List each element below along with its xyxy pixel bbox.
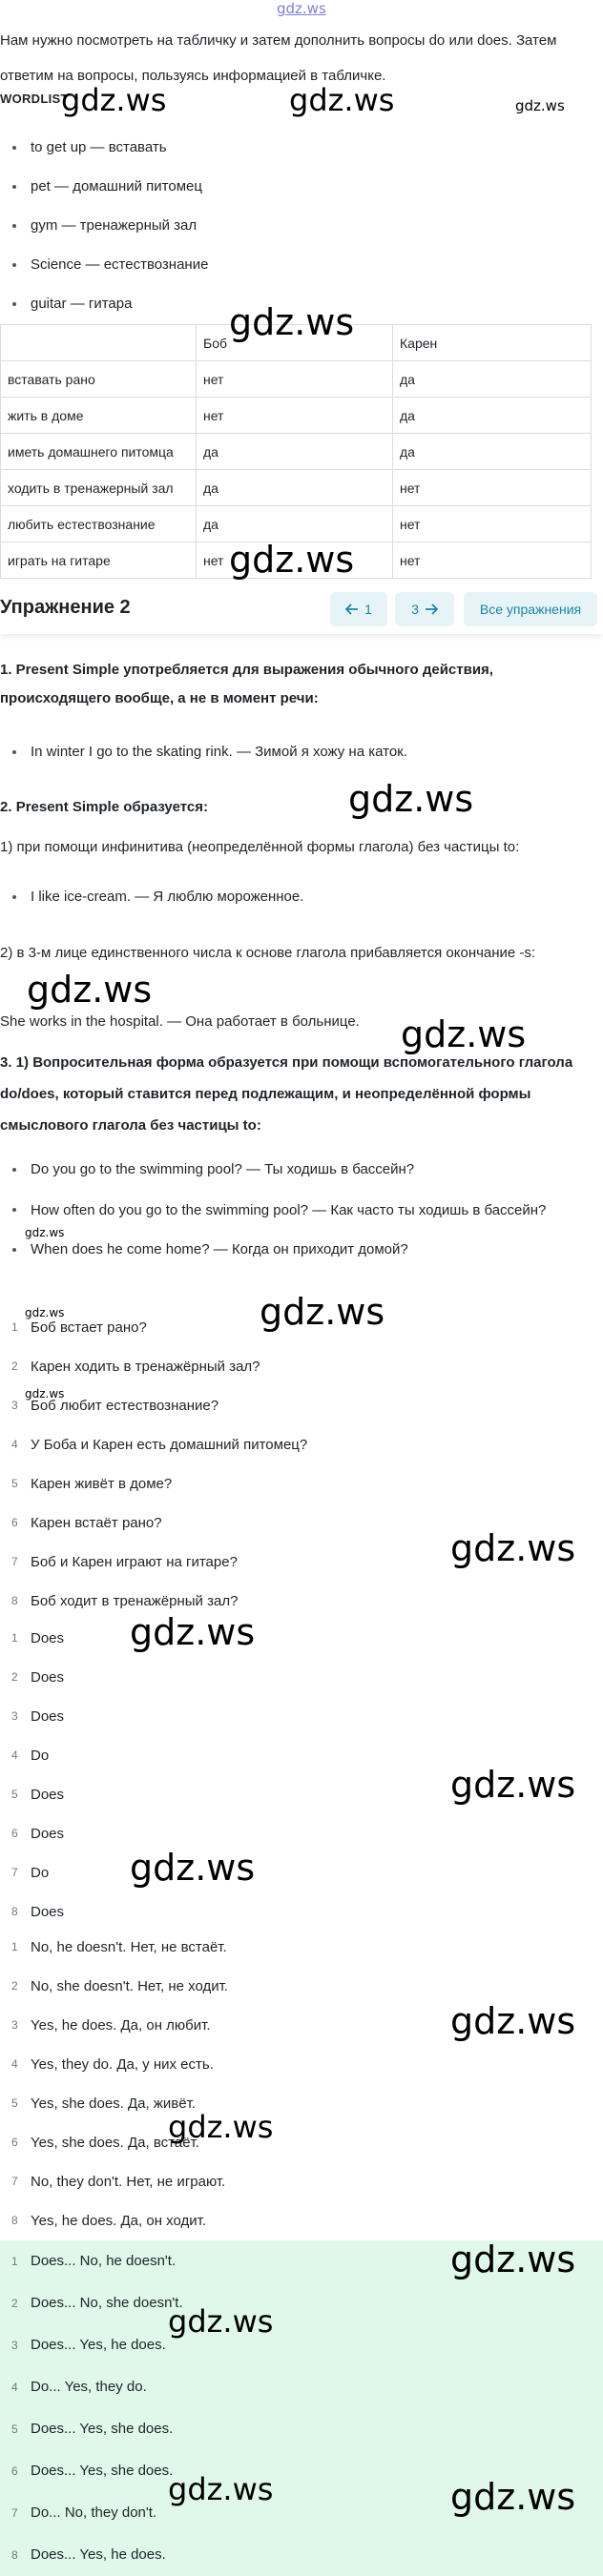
- watermark: gdz.ws: [515, 97, 565, 114]
- wordlist-label: WORDLIST: [0, 92, 69, 106]
- fill-text: Does: [31, 1826, 65, 1842]
- example-item: How often do you go to the swimming pool? — Как часто ты ходишь в бассейн?: [0, 1190, 572, 1230]
- table-cell: ходить в тренажерный зал: [1, 470, 197, 506]
- exercise-nav-bar: [0, 584, 603, 634]
- question-text: Боб встает рано?: [31, 1319, 147, 1336]
- watermark: gdz.ws: [277, 0, 326, 17]
- watermark: gdz.ws: [401, 1013, 527, 1055]
- table-cell: нет: [197, 398, 393, 434]
- table-cell: нет: [393, 470, 592, 506]
- table-cell: вставать рано: [1, 361, 197, 398]
- item-number: 7: [11, 2175, 18, 2188]
- theory-example-list: [0, 1150, 572, 1270]
- item-number: 3: [11, 2018, 18, 2032]
- item-number: 6: [11, 2464, 18, 2478]
- list-item: [0, 1928, 592, 1967]
- theory-paragraph-4: 2) в 3-м лице единственного числа к основе глагола прибавляется окончание -s:: [0, 945, 536, 961]
- item-number: 8: [11, 2214, 18, 2227]
- table-cell: нет: [197, 361, 393, 398]
- fill-text: Do: [31, 1748, 50, 1764]
- answer-text: Yes, they do. Да, у них есть.: [31, 2056, 214, 2073]
- item-number: 4: [11, 2057, 18, 2071]
- answer-text: No, he doesn't. Нет, не встаёт.: [31, 1939, 227, 1955]
- watermark: gdz.ws: [348, 778, 474, 820]
- watermark: gdz.ws: [168, 2109, 274, 2145]
- answer-text: Yes, she does. Да, живёт.: [31, 2096, 196, 2112]
- fill-text: Does: [31, 1787, 65, 1803]
- list-item: [0, 2282, 592, 2324]
- item-number: 5: [11, 2096, 18, 2110]
- item-number: 2: [11, 1360, 18, 1373]
- example-item: In winter I go to the skating rink. — Зимой я хожу на каток.: [0, 732, 592, 771]
- list-item: [0, 1582, 592, 1621]
- theory-paragraph-2: [0, 793, 592, 822]
- table-cell: Карен: [393, 325, 592, 361]
- item-number: 1: [11, 1940, 18, 1953]
- theory-paragraph-5: [0, 1047, 592, 1141]
- prev-exercise-label: 1: [364, 602, 372, 617]
- item-number: 3: [11, 2339, 18, 2352]
- answers-list: [0, 1928, 592, 2240]
- answer-text: No, she doesn't. Нет, не ходит.: [31, 1978, 228, 1994]
- item-number: 7: [11, 1866, 18, 1879]
- item-number: 2: [11, 1670, 18, 1684]
- list-item: [0, 1425, 592, 1464]
- table-cell: да: [197, 434, 393, 470]
- theory-example-list: [0, 732, 592, 771]
- list-item: [0, 2324, 592, 2366]
- item-number: 5: [11, 2423, 18, 2436]
- wordlist-item: gym — тренажерный зал: [0, 206, 572, 245]
- item-number: 2: [11, 2297, 18, 2310]
- question-text: Боб и Карен играют на гитаре?: [31, 1554, 238, 1570]
- theory-paragraph-1: 1. Present Simple употребляется для выражения обычного действия, происходящего вообще, а не в момент речи:: [0, 662, 493, 706]
- answer-text: Yes, he does. Да, он любит.: [31, 2017, 211, 2034]
- list-item: [0, 2162, 592, 2201]
- final-answers-list: [0, 2240, 592, 2576]
- wordlist-item: Science — естествознание: [0, 245, 572, 284]
- item-number: 7: [11, 1555, 18, 1568]
- fill-text: Does: [31, 1708, 65, 1725]
- intro-text: Нам нужно посмотреть на табличку и затем дополнить вопросы do или does. Затем ответим на вопросы, пользуясь информацией в табличке.: [0, 32, 557, 84]
- all-exercises-button[interactable]: Все упражнения: [464, 592, 597, 626]
- watermark: gdz.ws: [61, 82, 167, 118]
- final-answer-text: Does... Yes, she does.: [31, 2421, 174, 2437]
- table-cell: нет: [393, 506, 592, 542]
- item-number: 1: [11, 2255, 18, 2268]
- list-item: [0, 2408, 592, 2450]
- theory-example-list: [0, 877, 592, 916]
- item-number: 8: [11, 1905, 18, 1918]
- final-answer-text: Does... No, he doesn't.: [31, 2253, 177, 2269]
- theory-paragraph-2-text: Present Simple образуется:: [15, 799, 208, 815]
- final-answer-text: Does... Yes, he does.: [31, 2546, 166, 2563]
- example-item: When does he come home? — Когда он приходит домой?: [0, 1230, 572, 1270]
- list-item: [0, 1658, 592, 1697]
- item-number: 1: [11, 1320, 18, 1334]
- theory-example-text: She works in the hospital. — Она работает в больнице.: [0, 1013, 360, 1030]
- theory-paragraph-5-text: Вопросительная форма образуется при помощи вспомогательного глагола do/does, который ставится перед подлежащим, и неопределённой формы смыслового глагола без частицы to:: [0, 1054, 573, 1134]
- fill-text: Do: [31, 1865, 50, 1881]
- table-row: [1, 434, 592, 470]
- table-cell: Боб: [197, 325, 393, 361]
- watermark: gdz.ws: [25, 1226, 65, 1239]
- list-item: [0, 2201, 592, 2240]
- answer-text: No, they don't. Нет, не играют.: [31, 2174, 226, 2190]
- watermark: gdz.ws: [27, 969, 153, 1011]
- item-number: 2: [11, 1979, 18, 1993]
- watermark: gdz.ws: [25, 1306, 65, 1319]
- list-item: [0, 1386, 592, 1425]
- fill-text: Does: [31, 1904, 65, 1920]
- item-number: 4: [11, 1438, 18, 1451]
- list-item: [0, 1853, 592, 1892]
- watermark: gdz.ws: [229, 301, 355, 343]
- table-row: [1, 398, 592, 434]
- watermark: gdz.ws: [168, 2471, 274, 2507]
- watermark: gdz.ws: [130, 1847, 256, 1889]
- list-item: [0, 1347, 592, 1386]
- question-text: Боб любит естествознание?: [31, 1398, 219, 1414]
- fill-text: Does: [31, 1669, 65, 1686]
- list-item: [0, 2045, 592, 2084]
- watermark: gdz.ws: [450, 1764, 576, 1806]
- watermark: gdz.ws: [450, 2000, 576, 2042]
- theory-paragraph-3: 1) при помощи инфинитива (неопределённой формы глагола) без частицы to:: [0, 839, 520, 855]
- item-number: 3: [11, 1399, 18, 1412]
- question-text: Карен живёт в доме?: [31, 1476, 173, 1492]
- wordlist: [0, 128, 572, 323]
- final-answer-text: Does... Yes, he does.: [31, 2337, 166, 2353]
- final-answer-text: Do... Yes, they do.: [31, 2379, 147, 2395]
- item-number: 6: [11, 2136, 18, 2149]
- item-number: 6: [11, 1827, 18, 1840]
- watermark: gdz.ws: [289, 82, 395, 118]
- item-number: 4: [11, 1748, 18, 1762]
- item-number: 5: [11, 1477, 18, 1490]
- wordlist-item: guitar — гитара: [0, 284, 572, 323]
- list-item: [0, 1892, 592, 1932]
- questions-list: [0, 1308, 592, 1621]
- final-answer-text: Do... No, they don't.: [31, 2504, 157, 2521]
- table-cell: да: [393, 434, 592, 470]
- arrow-left-icon: [345, 603, 359, 615]
- table-cell: нет: [197, 542, 393, 579]
- list-item: [0, 1814, 592, 1853]
- list-item: [0, 2123, 592, 2162]
- wordlist-item: to get up — вставать: [0, 128, 572, 167]
- item-number: 7: [11, 2506, 18, 2520]
- list-item: [0, 1619, 592, 1658]
- final-answer-text: Does... No, she doesn't.: [31, 2295, 183, 2311]
- next-exercise-label: 3: [411, 602, 419, 617]
- theory-paragraph-2-number: 2.: [0, 799, 16, 815]
- item-number: 8: [11, 1594, 18, 1607]
- watermark: gdz.ws: [130, 1611, 256, 1653]
- item-number: 3: [11, 1709, 18, 1723]
- table-cell: да: [197, 470, 393, 506]
- watermark: gdz.ws: [168, 2303, 274, 2340]
- prev-exercise-button[interactable]: [330, 592, 387, 626]
- table-cell: играть на гитаре: [1, 542, 197, 579]
- list-item: [0, 1697, 592, 1736]
- item-number: 4: [11, 2381, 18, 2394]
- question-text: Карен ходить в тренажёрный зал?: [31, 1359, 260, 1375]
- list-item: [0, 2366, 592, 2408]
- table-cell: [1, 325, 197, 361]
- watermark: gdz.ws: [25, 1387, 65, 1400]
- table-cell: да: [393, 398, 592, 434]
- watermark: gdz.ws: [450, 1527, 576, 1569]
- list-item: [0, 2084, 592, 2123]
- item-number: 1: [11, 1631, 18, 1645]
- wordlist-item: pet — домашний питомец: [0, 167, 572, 206]
- item-number: 6: [11, 1516, 18, 1529]
- list-item: [0, 2534, 592, 2576]
- theory-paragraph-5-number: 3. 1): [0, 1054, 33, 1071]
- item-number: 5: [11, 1788, 18, 1801]
- next-exercise-button[interactable]: [395, 592, 454, 626]
- watermark: gdz.ws: [260, 1291, 385, 1333]
- answer-text: Yes, he does. Да, он ходит.: [31, 2213, 206, 2229]
- table-row: [1, 361, 592, 398]
- exercise-title: Упражнение 2: [0, 597, 131, 618]
- watermark: gdz.ws: [450, 2476, 576, 2518]
- table-cell: нет: [393, 542, 592, 579]
- answer-panel: [0, 2240, 603, 2576]
- fill-text: Does: [31, 1630, 65, 1646]
- question-text: Карен встаёт рано?: [31, 1515, 162, 1531]
- final-answer-text: Does... Yes, she does.: [31, 2463, 174, 2479]
- table-cell: жить в доме: [1, 398, 197, 434]
- table-cell: да: [393, 361, 592, 398]
- watermark: gdz.ws: [450, 2239, 576, 2280]
- table-row: [1, 506, 592, 542]
- table-row: [1, 470, 592, 506]
- item-number: 8: [11, 2548, 18, 2562]
- example-item: Do you go to the swimming pool? — Ты ходишь в бассейн?: [0, 1150, 572, 1190]
- question-text: У Боба и Карен есть домашний питомец?: [31, 1437, 308, 1453]
- watermark: gdz.ws: [229, 539, 355, 581]
- arrow-right-icon: [425, 603, 438, 615]
- table-cell: любить естествознание: [1, 506, 197, 542]
- example-item: I like ice-cream. — Я люблю мороженное.: [0, 877, 592, 916]
- table-cell: да: [197, 506, 393, 542]
- answer-text: Yes, she does. Да, встаёт.: [31, 2135, 199, 2151]
- table-cell: иметь домашнего питомца: [1, 434, 197, 470]
- question-text: Боб ходит в тренажёрный зал?: [31, 1593, 239, 1609]
- list-item: [0, 1464, 592, 1503]
